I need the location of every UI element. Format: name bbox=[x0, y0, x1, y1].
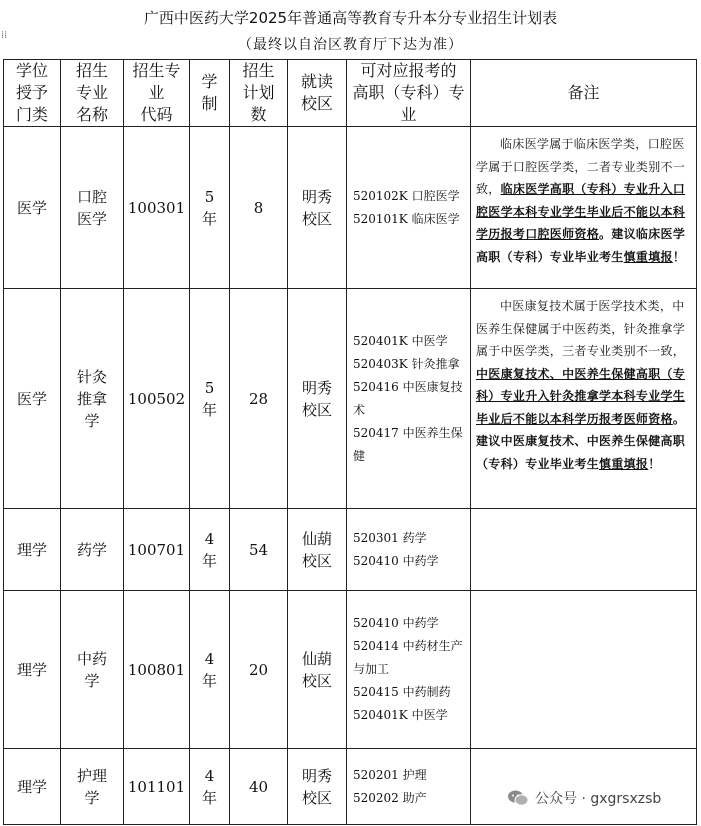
wechat-official-account-icon bbox=[507, 789, 529, 807]
header-plan: 招生 计划 数 bbox=[230, 60, 288, 127]
plan-cell: 20 bbox=[230, 591, 288, 749]
header-source-majors: 可对应报考的 高职（专科）专 业 bbox=[347, 60, 471, 127]
campus-cell: 仙葫 校区 bbox=[288, 509, 347, 591]
table-row bbox=[4, 509, 697, 591]
header-major-name: 招生 专业 名称 bbox=[61, 60, 124, 127]
watermark bbox=[507, 788, 661, 808]
watermark-text: 公众号 · gxgrsxzsb bbox=[535, 791, 662, 807]
duration-cell: 5 年 bbox=[190, 127, 230, 289]
degree-cell: 理学 bbox=[4, 509, 61, 591]
notes-cell bbox=[471, 127, 697, 289]
header-degree: 学位 授予 门类 bbox=[4, 60, 61, 127]
major-code-cell: 100301 bbox=[124, 127, 190, 289]
notes-cell bbox=[471, 749, 697, 825]
duration-cell: 4 年 bbox=[190, 749, 230, 825]
table-row bbox=[4, 289, 697, 509]
duration-cell: 5 年 bbox=[190, 289, 230, 509]
source-majors-cell: 520201 护理 520202 助产 bbox=[347, 749, 471, 825]
table-row bbox=[4, 749, 697, 825]
major-name-cell: 护理 学 bbox=[61, 749, 124, 825]
notes-warning: 临床医学高职（专科）专业升入口腔医学本科专业学生毕业后不能以本科学历报考口腔医师资格 bbox=[476, 182, 686, 241]
header-major-code: 招生专 业 代码 bbox=[124, 60, 190, 127]
major-name-cell: 药学 bbox=[61, 509, 124, 591]
major-name-cell: 口腔 医学 bbox=[61, 127, 124, 289]
notes-cell bbox=[471, 289, 697, 509]
major-code-cell: 100701 bbox=[124, 509, 190, 591]
degree-cell: 理学 bbox=[4, 749, 61, 825]
header-campus: 就读 校区 bbox=[288, 60, 347, 127]
notes-advice: 。建议临床医学高职（专科）专业毕业考生 bbox=[476, 227, 686, 264]
campus-cell: 明秀 校区 bbox=[288, 127, 347, 289]
header-notes: 备注 bbox=[471, 60, 697, 127]
campus-cell: 明秀 校区 bbox=[288, 749, 347, 825]
notes-caution: 慎重填报 bbox=[599, 456, 649, 471]
header-duration: 学 制 bbox=[190, 60, 230, 127]
notes-cell bbox=[471, 591, 697, 749]
source-majors-cell: 520102K 口腔医学 520101K 临床医学 bbox=[347, 127, 471, 289]
page-subtitle: （最终以自治区教育厅下达为准） bbox=[238, 37, 463, 53]
campus-cell: 仙葫 校区 bbox=[288, 591, 347, 749]
plan-cell: 8 bbox=[230, 127, 288, 289]
notes-intro: 中医康复技术属于医学技术类，中医养生保健属于中医药类，针灸推拿学属于中医学类，三者专业类别不一致， bbox=[476, 299, 686, 358]
major-code-cell: 100502 bbox=[124, 289, 190, 509]
duration-cell: 4 年 bbox=[190, 509, 230, 591]
drag-handle-icon[interactable]: ⁞⁞ bbox=[1, 30, 8, 41]
plan-cell: 40 bbox=[230, 749, 288, 825]
degree-cell: 医学 bbox=[4, 127, 61, 289]
table-row bbox=[4, 127, 697, 289]
plan-cell: 54 bbox=[230, 509, 288, 591]
table-header-row bbox=[4, 60, 697, 127]
degree-cell: 理学 bbox=[4, 591, 61, 749]
notes-warning: 中医康复技术、中医养生保健高职（专科）专业升入针灸推拿学本科专业学生毕业后不能以本科学历报考医师资格 bbox=[476, 366, 686, 426]
degree-cell: 医学 bbox=[4, 289, 61, 509]
enrollment-plan-table bbox=[3, 59, 697, 825]
table-row bbox=[4, 591, 697, 749]
source-majors-cell: 520401K 中医学 520403K 针灸推拿 520416 中医康复技术 520417 中医养生保健 bbox=[347, 289, 471, 509]
campus-cell: 明秀 校区 bbox=[288, 289, 347, 509]
major-code-cell: 101101 bbox=[124, 749, 190, 825]
notes-caution: 慎重填报 bbox=[623, 249, 673, 264]
major-name-cell: 针灸 推拿 学 bbox=[61, 289, 124, 509]
page-title: 广西中医药大学2025年普通高等教育专升本分专业招生计划表 bbox=[143, 9, 558, 27]
notes-advice: 。建议中医康复技术、中医养生保健高职（专科）专业毕业考生 bbox=[476, 411, 686, 471]
plan-cell: 28 bbox=[230, 289, 288, 509]
source-majors-cell: 520301 药学 520410 中药学 bbox=[347, 509, 471, 591]
source-majors-cell: 520410 中药学 520414 中药材生产与加工 520415 中药制药 520401K 中医学 bbox=[347, 591, 471, 749]
notes-end: ！ bbox=[648, 456, 661, 471]
notes-end: ！ bbox=[672, 249, 686, 264]
duration-cell: 4 年 bbox=[190, 591, 230, 749]
major-name-cell: 中药 学 bbox=[61, 591, 124, 749]
major-code-cell: 100801 bbox=[124, 591, 190, 749]
notes-intro: 临床医学属于临床医学类，口腔医学属于口腔医学类，二者专业类别不一致， bbox=[476, 137, 686, 196]
notes-cell bbox=[471, 509, 697, 591]
